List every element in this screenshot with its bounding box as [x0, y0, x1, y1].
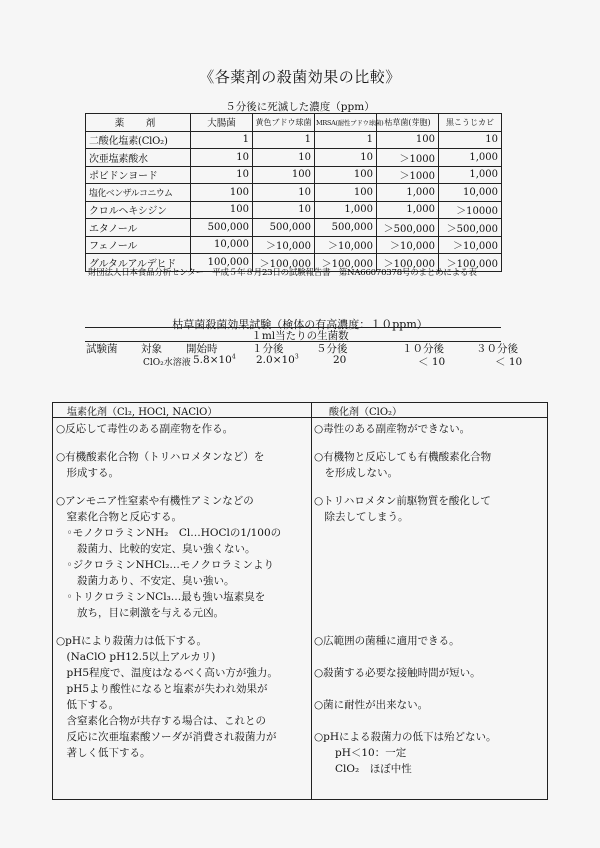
header-mrsa: MRSA(耐性ブドウ球菌) [315, 114, 377, 132]
agent-name: 塩化ベンザルコニウム [86, 184, 191, 202]
sec2-header-10min: １０分後 [402, 343, 444, 355]
concentration-cell: ＞1000 [377, 149, 439, 167]
chlorinating-agent-line: 形成する。 [56, 467, 119, 479]
header-aspergillus: 黒こうじカビ [439, 114, 502, 132]
concentration-cell: ＞10,000 [377, 236, 439, 254]
sec2-header-5min: ５分後 [316, 343, 348, 355]
concentration-cell: ＞500,000 [377, 219, 439, 237]
chlorinating-agent-line: ◦ジクロラミンNHCl₂…モノクロラミンより [56, 559, 275, 571]
sec2-5min-value: 20 [333, 354, 347, 366]
concentration-cell: 10 [315, 149, 377, 167]
sec2-30min-value: ＜ 10 [495, 356, 523, 368]
concentration-cell: ＞100,000 [439, 254, 502, 272]
header-agent: 薬 剤 [86, 114, 191, 132]
chlorinating-agent-line: (NaClO pH12.5以上アルカリ) [56, 651, 216, 663]
oxidizing-agent-line: 除去してしまう。 [314, 511, 409, 523]
concentration-cell: ＞100,000 [377, 254, 439, 272]
chlorinating-agent-line: 放ち，目に刺激を与える元凶。 [56, 607, 224, 619]
concentration-cell: 1 [253, 131, 315, 149]
concentration-cell: 1,000 [315, 201, 377, 219]
agent-name: ポビドンヨード [86, 166, 191, 184]
disinfectant-comparison-table [85, 113, 502, 272]
oxidizing-agent-line: ClO₂ ほぼ中性 [314, 763, 412, 775]
sec2-1min-value: $2.0\times 10^3$ [256, 353, 299, 366]
concentration-cell: 10 [439, 131, 502, 149]
header-bacillus: 枯草菌(芽胞) [377, 114, 439, 132]
page-title: 《各薬剤の殺菌効果の比較》 [199, 68, 401, 86]
agent-name: グルタルアルデヒド [86, 254, 191, 272]
sec2-10min-value: ＜ 10 [418, 356, 446, 368]
section2-title: 枯草菌殺菌効果試験（検体の有高濃度：１０ppm） [172, 318, 428, 331]
table3-right-header: 酸化剤（ClO₂） [329, 407, 403, 418]
concentration-cell: ＞100,000 [315, 254, 377, 272]
concentration-cell: ＞10,000 [315, 236, 377, 254]
concentration-cell: ＞10,000 [439, 236, 502, 254]
table1-row [86, 184, 502, 202]
table1-row [86, 219, 502, 237]
chlorinating-agent-line: ◦モノクロラミンNH₂ Cl…HOClの1/100の [56, 527, 282, 539]
table1-row [86, 201, 502, 219]
sec2-header-start: 開始時 [186, 343, 218, 355]
concentration-cell: 100 [191, 184, 253, 202]
table1-row [86, 236, 502, 254]
chlorinating-vs-oxidizing-table [52, 402, 548, 800]
chlorinating-agent-line: 窒素化合物と反応する。 [56, 511, 182, 523]
table1-source-note: 財団法人日本食品分析センター 平成５年８月23日の試験報告書 第NA66070378号のまとめによる表 [88, 268, 477, 278]
oxidizing-agent-line: を形成しない。 [314, 467, 398, 479]
concentration-cell: 10 [191, 149, 253, 167]
oxidizing-agent-line: ○広範囲の菌種に適用できる。 [314, 635, 460, 647]
concentration-cell: 1 [191, 131, 253, 149]
concentration-cell: 500,000 [191, 219, 253, 237]
concentration-cell: ＞10,000 [253, 236, 315, 254]
chlorinating-agent-line: 含窒素化合物が共存する場合は、これとの [56, 715, 266, 727]
chlorinating-agent-line: 反応に次亜塩素酸ソーダが消費され殺菌力が [56, 731, 277, 743]
concentration-cell: 10 [253, 201, 315, 219]
concentration-cell: 10,000 [191, 236, 253, 254]
concentration-cell: 100 [191, 201, 253, 219]
sec2-header-organism: 試験菌 [86, 343, 118, 355]
concentration-cell: 1,000 [377, 184, 439, 202]
table1-row [86, 166, 502, 184]
table1-caption: ５分後に死滅した濃度（ppm） [225, 101, 375, 113]
concentration-cell: 100 [315, 166, 377, 184]
oxidizing-agent-line: ○pHによる殺菌力の低下は殆どない。 [314, 731, 497, 743]
agent-name: エタノール [86, 219, 191, 237]
oxidizing-agent-line: ○殺菌する必要な接触時間が短い。 [314, 667, 481, 679]
section2-subtitle: １ml当たりの生菌数 [251, 330, 349, 342]
oxidizing-agent-line: ○有機物と反応しても有機酸素化合物 [314, 451, 492, 463]
concentration-cell: 1 [315, 131, 377, 149]
chlorinating-agent-line: ○反応して毒性のある副産物を作る。 [56, 423, 234, 435]
table3-left-header: 塩素化剤（Cl₂, HOCl, NAClO） [67, 407, 218, 418]
agent-name: 次亜塩素酸水 [86, 149, 191, 167]
concentration-cell: 10 [253, 184, 315, 202]
concentration-cell: 100 [253, 166, 315, 184]
concentration-cell: 10,000 [439, 184, 502, 202]
header-staph: 黄色ブドウ球菌 [253, 114, 315, 132]
chlorinating-agent-line: ○アンモニア性窒素や有機性アミンなどの [56, 495, 254, 507]
oxidizing-agent-line: pH＜10：一定 [314, 747, 407, 759]
chlorinating-agent-line: 低下する。 [56, 699, 119, 711]
chlorinating-agent-line: 殺菌力あり、不安定、臭い強い。 [56, 575, 235, 587]
table3-column-divider [311, 403, 312, 799]
chlorinating-agent-line: ◦トリクロラミンNCl₃…最も強い塩素臭を [56, 591, 266, 603]
chlorinating-agent-line: pH5程度で、温度はなるべく高い方が強力。 [56, 667, 278, 679]
chlorinating-agent-line: 著しく低下する。 [56, 747, 151, 759]
concentration-cell: 100 [315, 184, 377, 202]
concentration-cell: ＞10000 [439, 201, 502, 219]
concentration-cell: ＞100,000 [253, 254, 315, 272]
chlorinating-agent-line: 殺菌力、比較的安定、臭い強くない。 [56, 543, 256, 555]
sec2-start-value: $5.8\times 10^4$ [193, 353, 236, 366]
sec2-header-30min: ３０分後 [476, 343, 518, 355]
oxidizing-agent-line: ○トリハロメタン前駆物質を酸化して [314, 495, 491, 507]
agent-name: 二酸化塩素(ClO₂) [86, 131, 191, 149]
concentration-cell: ＞500,000 [439, 219, 502, 237]
oxidizing-agent-line: ○毒性のある副産物ができない。 [314, 423, 471, 435]
table1-header-row [86, 114, 502, 132]
oxidizing-agent-line: ○菌に耐性が出来ない。 [314, 699, 429, 711]
chlorinating-agent-line: ○pHにより殺菌力は低下する。 [56, 635, 208, 647]
sec2-header-target: 対象 [141, 343, 162, 355]
sec2-target-value: ClO₂水溶液 [143, 358, 191, 368]
concentration-cell: 1,000 [439, 149, 502, 167]
table1-row [86, 131, 502, 149]
concentration-cell: 100,000 [191, 254, 253, 272]
chlorinating-agent-line: ○有機酸素化合物（トリハロメタンなど）を [56, 451, 265, 463]
concentration-cell: 500,000 [253, 219, 315, 237]
concentration-cell: 1,000 [439, 166, 502, 184]
agent-name: クロルヘキシジン [86, 201, 191, 219]
header-e-coli: 大腸菌 [191, 114, 253, 132]
chlorinating-agent-line: pH5より酸性になると塩素が失われ効果が [56, 683, 268, 695]
concentration-cell: 500,000 [315, 219, 377, 237]
concentration-cell: 10 [191, 166, 253, 184]
concentration-cell: 100 [377, 131, 439, 149]
sec2-header-1min: １分後 [252, 343, 284, 355]
agent-name: フェノール [86, 236, 191, 254]
concentration-cell: 10 [253, 149, 315, 167]
concentration-cell: ＞1000 [377, 166, 439, 184]
concentration-cell: 1,000 [377, 201, 439, 219]
table1-row [86, 149, 502, 167]
